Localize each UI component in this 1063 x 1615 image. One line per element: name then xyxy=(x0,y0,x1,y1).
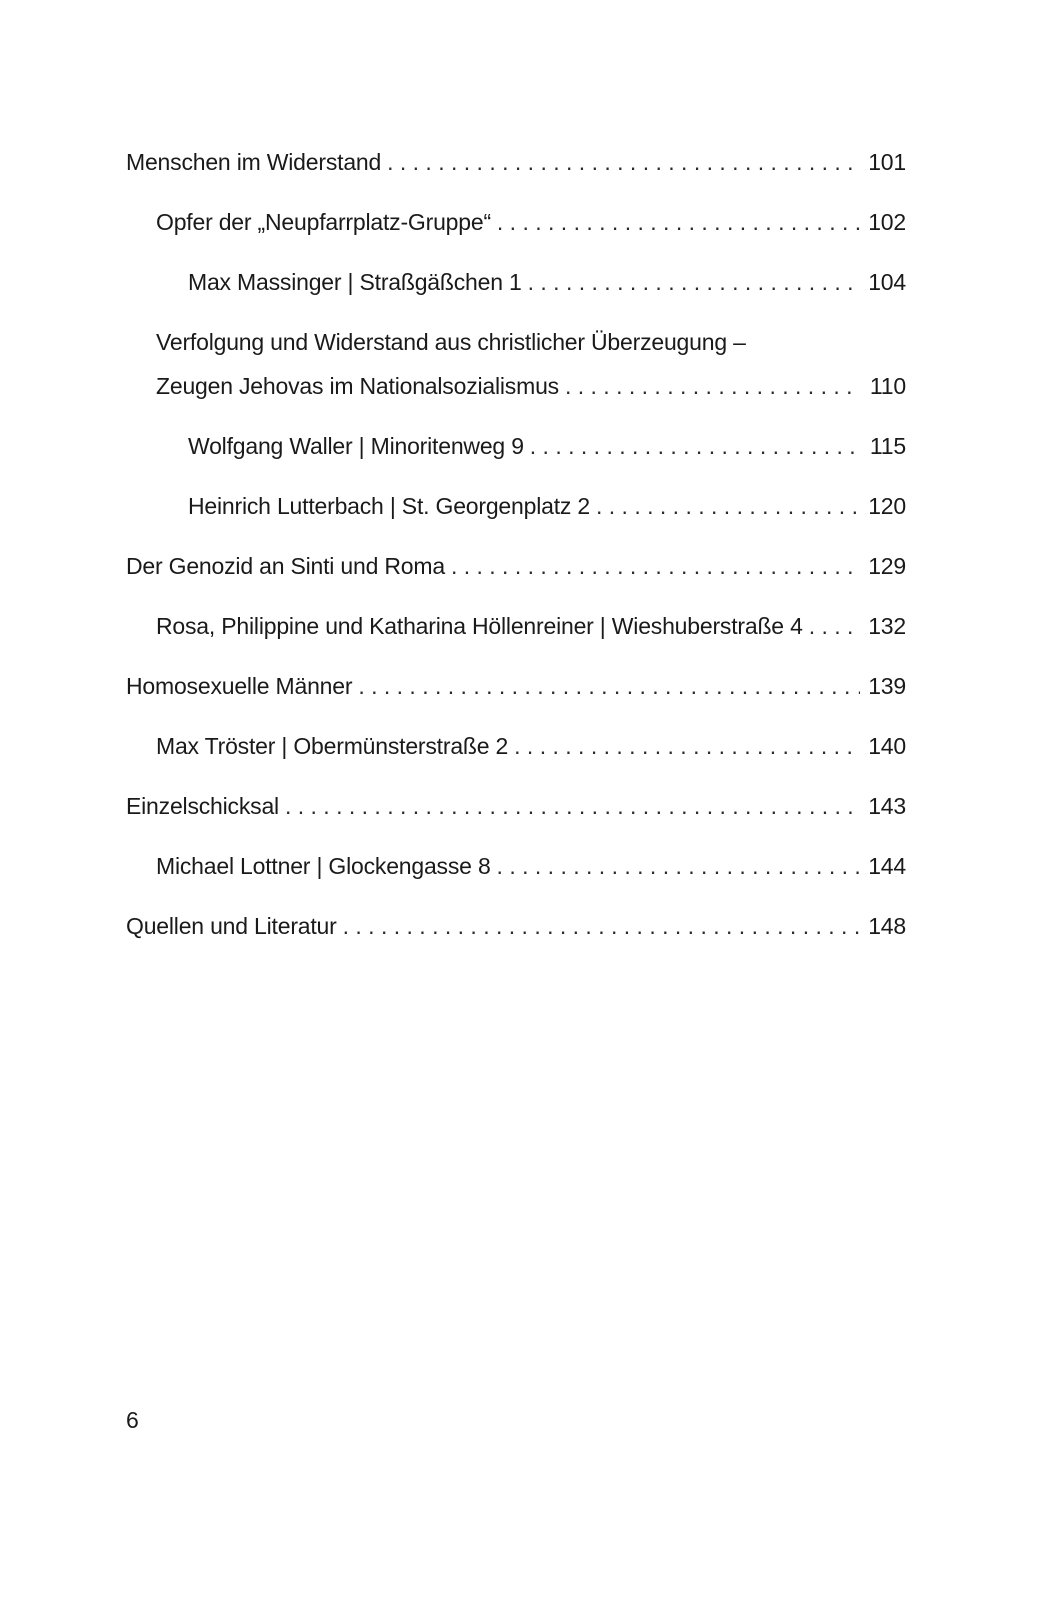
toc-page-number: 129 xyxy=(868,553,906,579)
toc-line xyxy=(188,491,906,521)
toc-line xyxy=(126,551,906,581)
dot-leader xyxy=(497,207,860,237)
toc-entry-title: Max Massinger | Straßgäßchen 1 xyxy=(188,269,522,295)
toc-entry-title: Der Genozid an Sinti und Roma xyxy=(126,553,445,579)
dot-leader xyxy=(565,371,860,401)
toc-line xyxy=(188,431,906,461)
dot-leader xyxy=(285,791,860,821)
dot-leader xyxy=(387,147,860,177)
toc-entry-title: Michael Lottner | Glockengasse 8 xyxy=(156,853,491,879)
toc-page-number: 102 xyxy=(868,209,906,235)
toc-page-number: 139 xyxy=(868,673,906,699)
dot-leader xyxy=(530,431,860,461)
toc-page-number: 148 xyxy=(868,913,906,939)
toc-line xyxy=(126,671,906,701)
dot-leader xyxy=(528,267,860,297)
toc-line xyxy=(156,851,906,881)
toc-page-number: 120 xyxy=(868,493,906,519)
dot-leader xyxy=(358,671,860,701)
dot-leader xyxy=(596,491,860,521)
toc-line xyxy=(156,371,906,401)
toc-line xyxy=(156,327,746,357)
toc-page-number: 140 xyxy=(868,733,906,759)
toc-page-number: 115 xyxy=(869,433,906,459)
toc-entry-title: Heinrich Lutterbach | St. Georgenplatz 2 xyxy=(188,493,590,519)
toc-line xyxy=(126,791,906,821)
toc-line xyxy=(126,147,906,177)
toc-line xyxy=(156,207,906,237)
toc-line xyxy=(156,731,906,761)
toc-entry-title: Rosa, Philippine und Katharina Höllenreiner | Wieshuberstraße 4 xyxy=(156,613,803,639)
dot-leader xyxy=(497,851,860,881)
toc-entry-title: Opfer der „Neupfarrplatz-Gruppe“ xyxy=(156,209,491,235)
toc-entry-title: Quellen und Literatur xyxy=(126,913,337,939)
toc-line xyxy=(126,911,906,941)
toc-page-number: 132 xyxy=(868,613,906,639)
toc-entry-title-line1: Verfolgung und Widerstand aus christlicher Überzeugung – xyxy=(156,329,746,355)
toc-entry-title: Homosexuelle Männer xyxy=(126,673,353,699)
toc-entry-title: Wolfgang Waller | Minoritenweg 9 xyxy=(188,433,524,459)
toc-page-number: 144 xyxy=(868,853,906,879)
toc-entry-title: Einzelschicksal xyxy=(126,793,279,819)
toc-entry-title: Max Tröster | Obermünsterstraße 2 xyxy=(156,733,509,759)
toc-page-number: 143 xyxy=(868,793,906,819)
toc-page-number: 110 xyxy=(869,373,906,399)
toc-page-number: 101 xyxy=(868,149,906,175)
dot-leader xyxy=(809,611,860,641)
toc-page-number: 104 xyxy=(868,269,906,295)
dot-leader xyxy=(451,551,860,581)
toc-line xyxy=(188,267,906,297)
page-number: 6 xyxy=(126,1407,139,1433)
toc-line xyxy=(156,611,906,641)
toc-entry-title-line2: Zeugen Jehovas im Nationalsozialismus xyxy=(156,373,559,399)
toc-entry-title: Menschen im Widerstand xyxy=(126,149,382,175)
dot-leader xyxy=(514,731,860,761)
dot-leader xyxy=(343,911,860,941)
